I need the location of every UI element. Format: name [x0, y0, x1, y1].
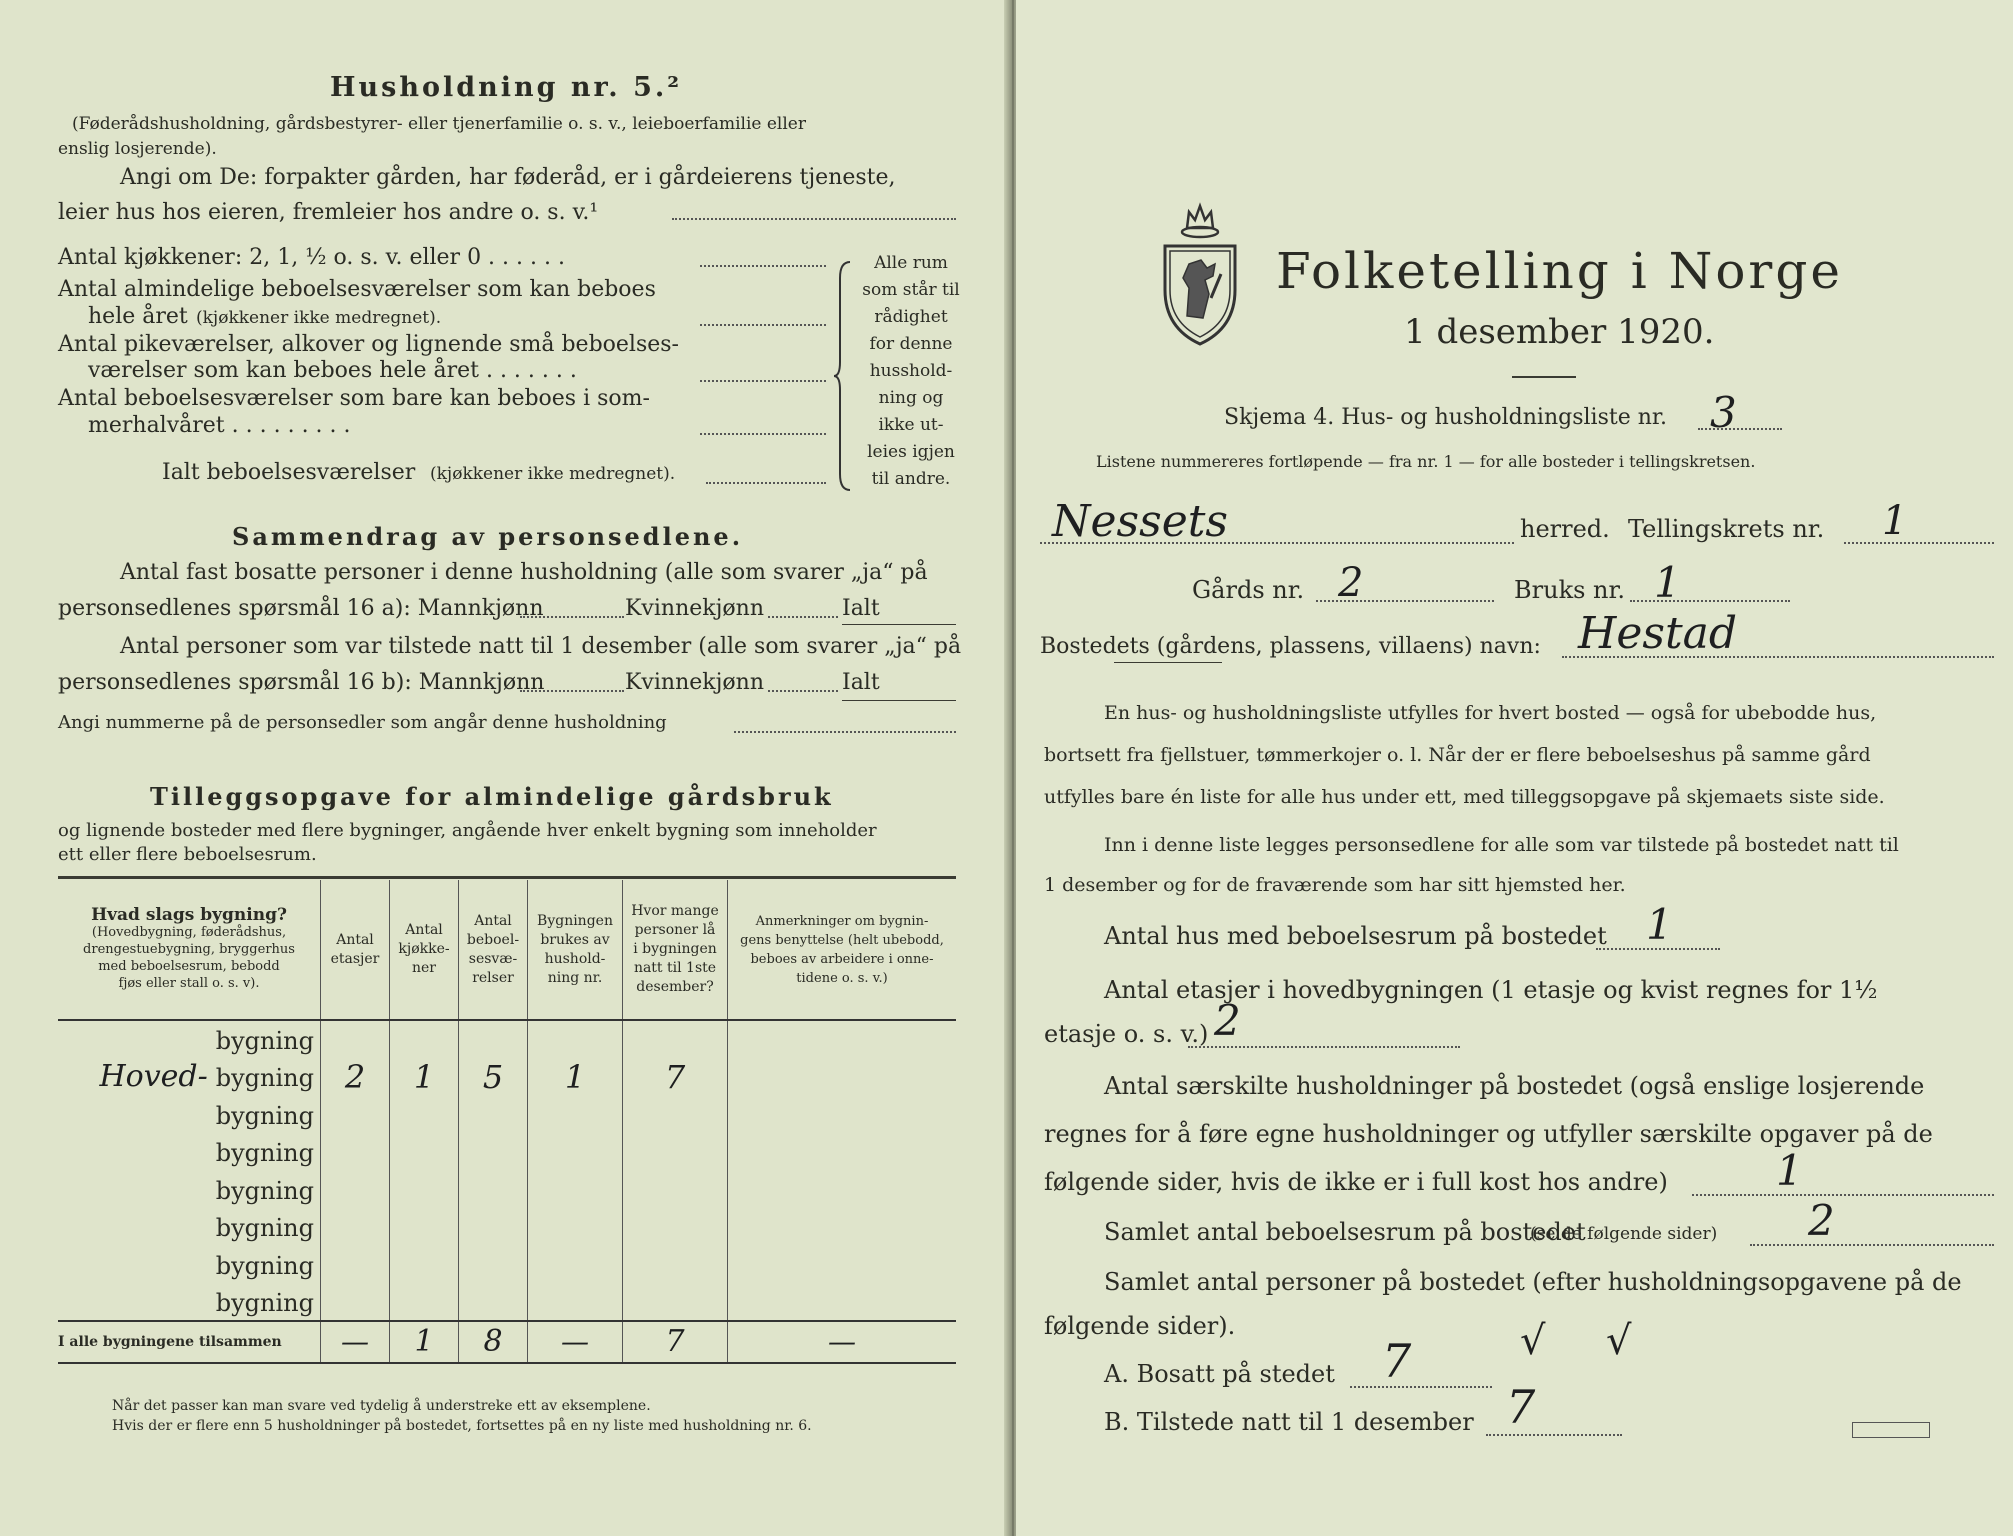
summary-fast-1: Antal fast bosatte personer i denne husholdning (alle som svarer „ja“ på	[120, 560, 928, 585]
building-type-cell	[58, 1246, 321, 1284]
building-prefix: Hoved-	[99, 1059, 208, 1094]
etasjer-cell	[321, 1283, 390, 1321]
etasjer-line-2: etasje o. s. v.)	[1044, 1020, 1209, 1048]
summary-fast-kvinne: Kvinnekjønn	[625, 596, 764, 621]
table-total-row	[58, 1321, 956, 1363]
household-title: Husholdning nr. 5.²	[330, 72, 683, 103]
etasjer-line-1: Antal etasjer i hovedbygningen (1 etasje og kvist regnes for 1½	[1104, 976, 1878, 1004]
rooms-pike-1: Antal pikeværelser, alkover og lignende små beboelses-	[58, 332, 679, 357]
rooms-brace-icon	[832, 258, 856, 494]
total-kjokkener: 1	[390, 1321, 459, 1363]
rooms-ialt-fill	[706, 482, 826, 484]
building-type-cell	[58, 1283, 321, 1321]
info-line-3: utfylles bare én liste for alle hus under ett, med tilleggsopgave på skjemaets siste side.	[1044, 786, 1885, 808]
tillegg-heading: Tilleggsopgave for almindelige gårdsbruk	[150, 782, 834, 811]
vaerelser-cell	[459, 1283, 528, 1321]
etasjer-cell	[321, 1171, 390, 1209]
vaerelser-cell	[459, 1133, 528, 1171]
census-date: 1 desember 1920.	[1404, 312, 1715, 352]
angi-line-2: leier hus hos eieren, fremleier hos andre o. s. v.¹	[58, 200, 599, 225]
rooms-sommer-fill	[700, 433, 826, 435]
herred-label: herred.	[1520, 515, 1610, 543]
header-type: Hvad slags bygning? (Hovedbygning, føderådshus, drengestuebygning, bryggerhus med beboelsesrum, bebodd fjøs eller stall o. s. v).	[83, 905, 295, 991]
rooms-alm-1: Antal almindelige beboelsesværelser som kan beboes	[58, 277, 656, 302]
krets-label: Tellingskrets nr.	[1628, 515, 1825, 543]
total-label: I alle bygningene tilsammen	[58, 1333, 282, 1350]
brukes-cell	[528, 1133, 623, 1171]
rooms-alm-2-note: (kjøkkener ikke medregnet).	[196, 308, 442, 328]
building-label: bygning	[215, 1176, 314, 1205]
rooms-ialt: Ialt beboelsesværelser	[162, 460, 416, 485]
census-title: Folketelling i Norge	[1276, 242, 1843, 300]
bosted-value: Hestad	[1578, 608, 1738, 659]
summary-fast-ialt: Ialt	[842, 596, 880, 621]
printer-stamp	[1852, 1422, 1930, 1438]
table-row	[58, 1246, 956, 1284]
header-vaerelser: Antal beboel- sesvæ- relser	[459, 880, 528, 1020]
tillegg-desc-1: og lignende bosteder med flere bygninger, angående hver enkelt bygning som inneholder	[58, 820, 877, 841]
anmerkninger-cell	[728, 1171, 957, 1209]
kjokkener-cell	[390, 1020, 459, 1058]
kitchens-label: Antal kjøkkener: 2, 1, ½ o. s. v. eller 0 . . . . . .	[58, 245, 565, 270]
brukes-cell: 1	[528, 1058, 623, 1096]
footnote-2: Hvis der er flere enn 5 husholdninger på bostedet, fortsettes på en ny liste med husholdning nr. 6.	[112, 1418, 812, 1434]
bruks-label: Bruks nr.	[1514, 576, 1625, 604]
kjokkener-cell	[390, 1283, 459, 1321]
building-type-cell	[58, 1208, 321, 1246]
rooms-ialt-note: (kjøkkener ikke medregnet).	[430, 464, 676, 484]
info-line-4: Inn i denne liste legges personsedlene for alle som var tilstede på bostedet natt til	[1104, 834, 1899, 856]
anmerkninger-cell	[728, 1246, 957, 1284]
total-personer: 7	[623, 1321, 728, 1363]
anmerkninger-cell	[728, 1133, 957, 1171]
check-mark-icon: √	[1520, 1318, 1546, 1364]
total-anm: —	[728, 1321, 957, 1363]
building-label: bygning	[215, 1251, 314, 1280]
etasjer-cell	[321, 1020, 390, 1058]
summary-heading: Sammendrag av personsedlene.	[232, 522, 744, 551]
personer-cell	[623, 1246, 728, 1284]
table-row	[58, 1020, 956, 1058]
etasjer-cell	[321, 1133, 390, 1171]
gards-label: Gårds nr.	[1192, 576, 1305, 604]
etasjer-cell: 2	[321, 1058, 390, 1096]
samlet-pers-line-2: følgende sider).	[1044, 1312, 1236, 1340]
vaerelser-cell	[459, 1246, 528, 1284]
table-row	[58, 1171, 956, 1209]
brukes-cell	[528, 1020, 623, 1058]
table-row	[58, 1133, 956, 1171]
total-vaerelser: 8	[459, 1321, 528, 1363]
anmerkninger-cell	[728, 1020, 957, 1058]
rooms-alm-fill	[700, 324, 826, 326]
personer-cell	[623, 1133, 728, 1171]
hus-value: 1	[1646, 900, 1673, 949]
brukes-cell	[528, 1208, 623, 1246]
kjokkener-cell	[390, 1246, 459, 1284]
listene-note: Listene nummereres fortløpende — fra nr. 1 — for alle bosteder i tellingskretsen.	[1096, 452, 1756, 471]
personer-cell	[623, 1171, 728, 1209]
table-header-row	[58, 880, 956, 1020]
building-label: bygning	[215, 1214, 314, 1243]
table-row	[58, 1208, 956, 1246]
herred-value: Nessets	[1052, 496, 1228, 547]
krets-value: 1	[1882, 498, 1908, 544]
personer-cell: 7	[623, 1058, 728, 1096]
samlet-rum-label: Samlet antal beboelsesrum på bostedet	[1104, 1218, 1586, 1246]
building-type-cell	[58, 1020, 321, 1058]
kitchens-fill	[700, 265, 826, 267]
personer-cell	[623, 1096, 728, 1134]
header-personer: Hvor mange personer lå i bygningen natt til 1ste desember?	[623, 880, 728, 1020]
gards-value: 2	[1338, 560, 1364, 606]
building-label: bygning	[215, 1026, 314, 1055]
building-table	[58, 880, 956, 1364]
vaerelser-cell	[459, 1020, 528, 1058]
building-label: bygning	[215, 1064, 314, 1092]
brukes-cell	[528, 1283, 623, 1321]
rooms-pike-fill	[700, 380, 826, 382]
kjokkener-cell	[390, 1096, 459, 1134]
angi-fill-line	[672, 218, 956, 220]
etasjer-value: 2	[1214, 996, 1241, 1045]
coat-of-arms-icon	[1159, 198, 1241, 348]
skjema-label: Skjema 4. Hus- og husholdningsliste nr.	[1224, 405, 1667, 430]
bruks-value: 1	[1654, 558, 1681, 607]
anmerkninger-cell	[728, 1208, 957, 1246]
vaerelser-cell	[459, 1208, 528, 1246]
vaerelser-cell: 5	[459, 1058, 528, 1096]
kjokkener-cell: 1	[390, 1058, 459, 1096]
table-row	[58, 1096, 956, 1134]
info-line-1: En hus- og husholdningsliste utfylles for hvert bosted — også for ubebodde hus,	[1104, 702, 1877, 724]
personer-cell	[623, 1208, 728, 1246]
brukes-cell	[528, 1246, 623, 1284]
etasjer-cell	[321, 1096, 390, 1134]
rooms-sommer-1: Antal beboelsesværelser som bare kan beboes i som-	[58, 386, 650, 411]
building-label: bygning	[215, 1139, 314, 1168]
summary-nummer: Angi nummerne på de personsedler som angår denne husholdning	[58, 712, 667, 733]
anmerkninger-cell	[728, 1096, 957, 1134]
brace-note: Alle rum som står til rådighet for denne husshold- ning og ikke ut- leies igjen til andre.	[862, 253, 960, 489]
rooms-alm-2: hele året	[88, 304, 188, 329]
bosatt-value: 7	[1382, 1334, 1412, 1388]
building-type-cell	[58, 1058, 321, 1096]
rooms-pike-2: værelser som kan beboes hele året . . . . . . .	[88, 358, 577, 383]
brukes-cell	[528, 1171, 623, 1209]
tillegg-desc-2: ett eller flere beboelsesrum.	[58, 844, 317, 865]
building-label: bygning	[215, 1288, 314, 1317]
kjokkener-cell	[390, 1208, 459, 1246]
samlet-rum-note: (se de følgende sider)	[1530, 1224, 1718, 1244]
summary-tilstede-2: personsedlenes spørsmål 16 b): Mannkjønn	[58, 670, 545, 695]
husholdninger-value: 1	[1776, 1146, 1803, 1195]
header-kjokkener: Antal kjøkke- ner	[390, 880, 459, 1020]
husholdninger-line-2: regnes for å føre egne husholdninger og utfyller særskilte opgaver på de	[1044, 1120, 1933, 1148]
building-type-cell	[58, 1096, 321, 1134]
table-row	[58, 1283, 956, 1321]
right-page	[1016, 0, 2013, 1536]
header-anmerkninger: Anmerkninger om bygnin- gens benyttelse (helt ubebodd, beboes av arbeidere i onne- tidene o. s. v.)	[728, 880, 957, 1020]
tilstede-label: B. Tilstede natt til 1 desember	[1104, 1408, 1474, 1436]
anmerkninger-cell	[728, 1283, 957, 1321]
building-label: bygning	[215, 1101, 314, 1130]
tilstede-value: 7	[1506, 1380, 1536, 1434]
bosatt-label: A. Bosatt på stedet	[1104, 1360, 1335, 1388]
etasjer-cell	[321, 1246, 390, 1284]
samlet-rum-value: 2	[1808, 1196, 1835, 1245]
hus-label: Antal hus med beboelsesrum på bostedet	[1104, 922, 1607, 950]
samlet-pers-line-1: Samlet antal personer på bostedet (efter husholdningsopgavene på de	[1104, 1268, 1962, 1296]
summary-tilstede-ialt: Ialt	[842, 670, 880, 695]
skjema-number: 3	[1710, 388, 1737, 437]
household-subtitle-1: (Føderådshusholdning, gårdsbestyrer- eller tjenerfamilie o. s. v., leieboerfamilie eller	[72, 114, 806, 134]
angi-line-1: Angi om De: forpakter gården, har føderåd, er i gårdeierens tjeneste,	[120, 165, 896, 190]
check-mark-icon: √	[1606, 1318, 1632, 1364]
anmerkninger-cell	[728, 1058, 957, 1096]
rooms-sommer-2: merhalvåret . . . . . . . . .	[88, 413, 351, 438]
footnote-1: Når det passer kan man svare ved tydelig å understreke ett av eksemplene.	[112, 1398, 651, 1414]
building-type-cell	[58, 1133, 321, 1171]
summary-tilstede-kvinne: Kvinnekjønn	[625, 670, 764, 695]
total-brukes: —	[528, 1321, 623, 1363]
info-line-2: bortsett fra fjellstuer, tømmerkojer o. l. Når der er flere beboelseshus på samme gård	[1044, 744, 1871, 766]
total-etasjer: —	[321, 1321, 390, 1363]
kjokkener-cell	[390, 1171, 459, 1209]
husholdninger-line-1: Antal særskilte husholdninger på bostedet (også enslige losjerende	[1104, 1072, 1925, 1100]
personer-cell	[623, 1020, 728, 1058]
header-brukes: Bygningen brukes av hushold- ning nr.	[528, 880, 623, 1020]
table-row	[58, 1058, 956, 1096]
bosted-label: Bostedets (gårdens, plassens, villaens) navn:	[1040, 634, 1541, 659]
vaerelser-cell	[459, 1096, 528, 1134]
husholdninger-line-3: følgende sider, hvis de ikke er i full kost hos andre)	[1044, 1168, 1668, 1196]
personer-cell	[623, 1283, 728, 1321]
summary-fast-2: personsedlenes spørsmål 16 a): Mannkjønn	[58, 596, 544, 621]
household-subtitle-2: enslig losjerende).	[58, 139, 217, 159]
summary-tilstede-1: Antal personer som var tilstede natt til 1 desember (alle som svarer „ja“ på	[120, 634, 962, 659]
info-line-5: 1 desember og for de fraværende som har sitt hjemsted her.	[1044, 874, 1626, 896]
header-etasjer: Antal etasjer	[321, 880, 390, 1020]
brukes-cell	[528, 1096, 623, 1134]
etasjer-cell	[321, 1208, 390, 1246]
vaerelser-cell	[459, 1171, 528, 1209]
building-type-cell	[58, 1171, 321, 1209]
kjokkener-cell	[390, 1133, 459, 1171]
